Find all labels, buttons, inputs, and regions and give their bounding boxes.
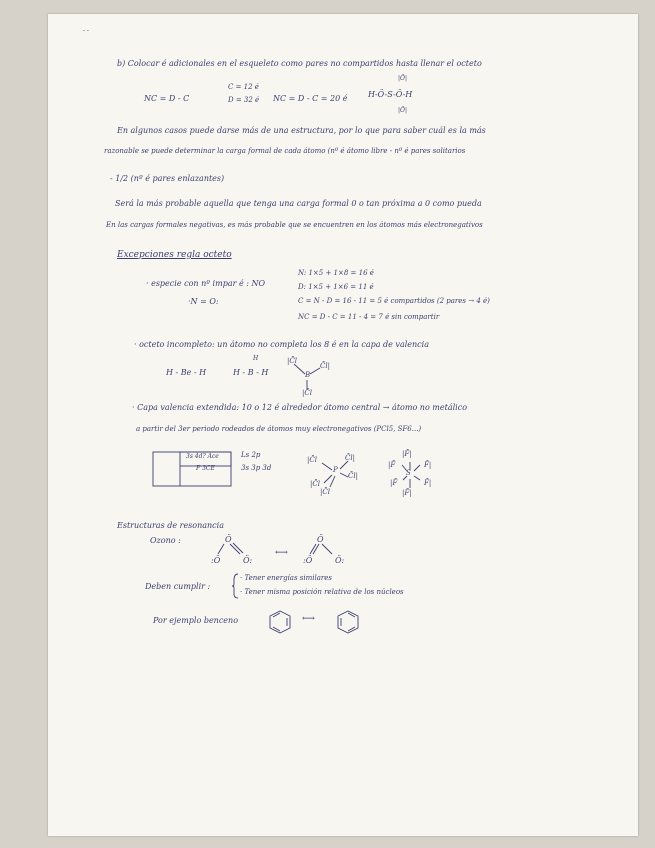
sf6-atom: F̄| bbox=[424, 461, 432, 469]
nc-result: NC = D - C = 20 é bbox=[273, 94, 348, 103]
example-label: Por ejemplo benceno bbox=[153, 616, 239, 625]
ozone-label: Ozono : bbox=[150, 536, 181, 545]
ozone-resonance-arrow: ⟷ bbox=[275, 548, 288, 558]
nc-formula: NC = D - C bbox=[144, 94, 190, 103]
box-top: 3s 4d? Ace bbox=[186, 453, 219, 460]
box-mid: F 3CE bbox=[196, 465, 215, 472]
desc-label: Deben cumplir : bbox=[145, 582, 211, 591]
paragraph1-line3: - 1/2 (nº é pares enlazantes) bbox=[110, 174, 225, 183]
odd-calc2: D: 1×5 + 1×6 = 11 é bbox=[298, 283, 374, 291]
exceptions-heading: Excepciones regla octeto bbox=[117, 250, 232, 260]
pcl5-atom: C̄l| bbox=[348, 472, 358, 480]
expanded-label1: · Capa valencia extendida: 10 o 12 é alrededor átomo central → átomo no metálico bbox=[132, 403, 468, 412]
svg-text:Ö:: Ö: bbox=[335, 556, 345, 565]
lewis-h2so4: H-Ö-S-Ö-H bbox=[368, 90, 413, 99]
svg-text::Ö: :Ö bbox=[211, 556, 221, 565]
paragraph1-line1: En algunos casos puede darse más de una estructura, por lo que para saber cuál es la más bbox=[117, 126, 486, 135]
bcl3-a: |C̄l bbox=[287, 357, 297, 365]
svg-text:Ö: Ö bbox=[317, 535, 324, 544]
bcl3-bonds bbox=[280, 358, 340, 398]
svg-text:Ö: Ö bbox=[225, 535, 232, 544]
odd-calc3: C = N - D = 16 - 11 = 5 é compartidos (2 pares → 4 é) bbox=[298, 297, 490, 305]
bcl3-b: B bbox=[305, 371, 311, 379]
resonance-heading: Estructuras de resonancia bbox=[117, 521, 224, 530]
odd-calc1: N: 1×5 + 1×8 = 16 é bbox=[298, 269, 374, 277]
sf6-atom: S bbox=[406, 469, 411, 477]
corner-mark: - - bbox=[83, 27, 89, 34]
orbitals1: Ls 2p bbox=[241, 451, 261, 459]
svg-text::Ö: :Ö bbox=[303, 556, 313, 565]
lewis-top: |Ō| bbox=[398, 75, 407, 82]
sf6-atom: |F̄ bbox=[388, 461, 396, 469]
d-value: D = 32 é bbox=[228, 96, 260, 104]
bh3: H - B - H bbox=[233, 368, 269, 377]
benzene-resonance-structures bbox=[268, 608, 368, 640]
pcl5-atom: P bbox=[333, 466, 338, 474]
sf6-atom: |F̄ bbox=[390, 479, 398, 487]
paragraph1-line2: razonable se puede determinar la carga formal de cada átomo (nº é átomo libre - nº é pares solitarios bbox=[104, 147, 466, 155]
rules-bracket bbox=[230, 572, 242, 600]
odd-label: · especie con nº impar é : NO bbox=[146, 279, 266, 288]
sf6-atom: F̄| bbox=[424, 479, 432, 487]
rule1: · Tener energías similares bbox=[240, 574, 332, 582]
orbitals2: 3s 3p 3d bbox=[241, 464, 272, 472]
pcl5-atom: C̄l| bbox=[345, 454, 355, 462]
bcl3-c: C̄l| bbox=[320, 362, 330, 370]
pcl5-atom: |C̄l bbox=[310, 480, 320, 488]
pcl5-bonds bbox=[310, 455, 360, 495]
c-value: C = 12 é bbox=[228, 83, 259, 91]
paragraph2-line2: En las cargas formales negativas, es más probable que se encuentren en los átomos más electronegativos bbox=[106, 221, 483, 229]
odd-calc4: NC = D - C = 11 - 4 = 7 é sin compartir bbox=[298, 313, 440, 321]
bcl3-d: |C̄l bbox=[302, 389, 312, 397]
beh2: H - Be - H bbox=[166, 368, 207, 377]
benzene-resonance-arrow: ⟷ bbox=[302, 614, 315, 624]
odd-structure: ·N = O: bbox=[188, 297, 219, 306]
sf6-bonds bbox=[390, 452, 440, 497]
pcl5-atom: |C̄l bbox=[320, 488, 330, 496]
expanded-label2: a partir del 3er periodo rodeados de átomos muy electronegativos (PCl5, SF6...) bbox=[136, 425, 422, 433]
svg-text:Ö:: Ö: bbox=[243, 556, 253, 565]
sf6-atom: |F̄| bbox=[402, 450, 412, 458]
section-b-line1: b) Colocar é adicionales en el esqueleto como pares no compartidos hasta llenar el octeto bbox=[117, 59, 482, 68]
lewis-bottom: |Ō| bbox=[398, 107, 407, 114]
bh3-top: H bbox=[253, 355, 259, 362]
pcl5-atom: |C̄l bbox=[307, 456, 317, 464]
incomplete-label: · octeto incompleto: un átomo no completa los 8 é en la capa de valencia bbox=[134, 340, 429, 349]
sf6-atom: |F̄| bbox=[402, 489, 412, 497]
paragraph2-line1: Será la más probable aquella que tenga una carga formal 0 o tan próxima a 0 como pueda bbox=[115, 199, 482, 208]
rule2: · Tener misma posición relativa de los núcleos bbox=[240, 588, 404, 596]
ozone-resonance-structures bbox=[205, 530, 375, 570]
